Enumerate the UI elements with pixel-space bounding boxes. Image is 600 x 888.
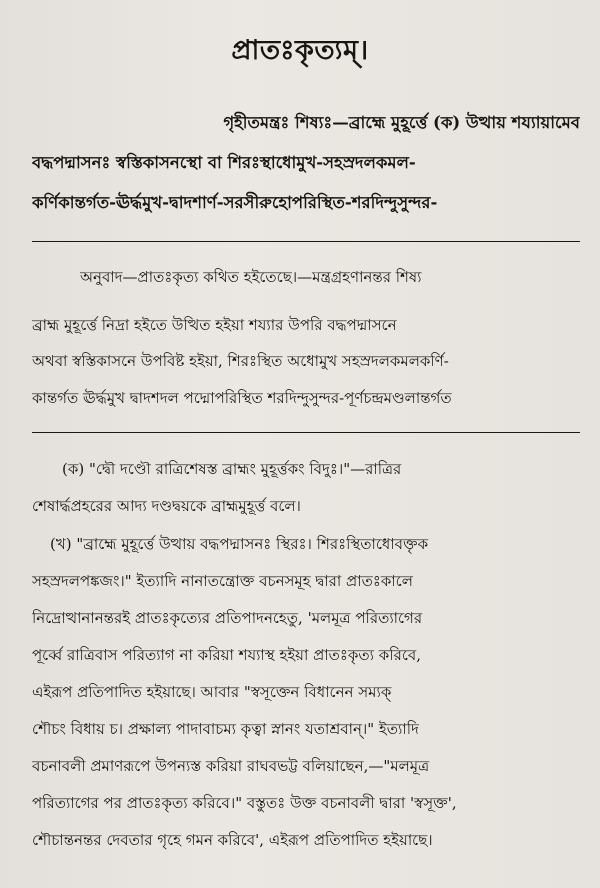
note-line-2: শেষার্দ্ধপ্রহরের আদ্য দণ্ডদ্বয়কে ব্রাহ্মমুহূর্ত্ত বলে।	[32, 497, 301, 515]
translation-line-1: অনুবাদ—প্রাতঃকৃত্য কথিত হইতেছে।—মন্ত্রগ্রহণানন্তর শিষ্য	[80, 268, 422, 286]
sanskrit-line-1: গৃহীতমন্ত্রঃ শিষ্যঃ—ব্রাহ্মে মুহূর্ত্তে (ক) উত্থায় শয্যায়ামেব	[223, 113, 580, 132]
note-line-3: (খ) "ব্রাহ্মে মুহূর্ত্তে উত্থায় বদ্ধপদ্মাসনঃ স্থিরঃ। শিরঃস্থিতাধোবক্তৃক	[50, 535, 429, 553]
note-line-10: পরিত্যাগের পর প্রাতঃকৃত্য করিবে।" বস্তুতঃ উক্ত বচনাবলী দ্বারা 'স্বসূক্ত',	[32, 794, 457, 812]
note-line-6: পূর্ব্বে রাত্রিবাস পরিত্যাগ না করিয়া শয্যাস্থ হইয়া প্রাতঃকৃত্য করিবে,	[32, 646, 421, 664]
translation-line-4: কান্তর্গত ঊর্দ্ধমুখ দ্বাদশদল পদ্মোপরিস্থিত শরদিন্দুসুন্দর-পূর্ণচন্দ্রমণ্ডলান্তর্গত	[32, 389, 452, 407]
note-line-8: শৌচং বিধায় চ। প্রক্ষাল্য পাদাবাচম্য কৃত্বা স্নানং যতাশ্রবান্।" ইত্যাদি	[32, 720, 419, 738]
page-title: প্রাতঃকৃত্যম্।	[231, 35, 369, 66]
translation-line-2: ব্রাহ্ম মুহূর্ত্তে নিদ্রা হইতে উত্থিত হইয়া শয্যার উপরি বদ্ধপদ্মাসনে	[32, 316, 397, 334]
translation-line-3: অথবা স্বস্তিকাসনে উপবিষ্ট হইয়া, শিরঃস্থিত অধোমুখ সহস্রদলকমলকর্ণি-	[32, 352, 449, 370]
note-line-5: নিদ্রোত্থানানন্তরই প্রাতঃকৃত্যের প্রতিপাদনহেতু, 'মলমূত্র পরিত্যাগের	[32, 609, 423, 627]
section-divider-1	[32, 241, 580, 242]
note-line-1: (ক) "দ্বৌ দণ্ডৌ রাত্রিশেষস্ত ব্রাহ্মং মুহূর্ত্তকং বিদুঃ।"—রাত্রির	[62, 460, 402, 478]
section-divider-2	[32, 432, 580, 433]
note-line-4: সহস্রদলপঙ্কজং।" ইত্যাদি নানাতন্ত্রোক্ত বচনসমূহ দ্বারা প্রাতঃকালে	[32, 572, 413, 590]
note-line-7: এইরূপ প্রতিপাদিত হইয়াছে। আবার "স্বসূক্তেন বিধানেন সম্যক্	[32, 683, 392, 701]
note-line-11: শৌচান্তনন্তর দেবতার গৃহে গমন করিবে', এইরূপ প্রতিপাদিত হইয়াছে।	[32, 831, 433, 849]
sanskrit-line-2: বদ্ধপদ্মাসনঃ স্বস্তিকাসনস্থো বা শিরঃস্থাধোমুখ-সহস্রদলকমল-	[32, 153, 416, 172]
sanskrit-line-3: কর্ণিকান্তর্গত-ঊর্দ্ধমুখ-দ্বাদশার্ণ-সরসীরুহোপরিস্থিত-শরদিন্দুসুন্দর-	[32, 193, 438, 212]
note-line-9: বচনাবলী প্রমাণরূপে উপন্যস্ত করিয়া রাঘবভট্ট বলিয়াছেন,—"মলমূত্র	[32, 757, 430, 775]
